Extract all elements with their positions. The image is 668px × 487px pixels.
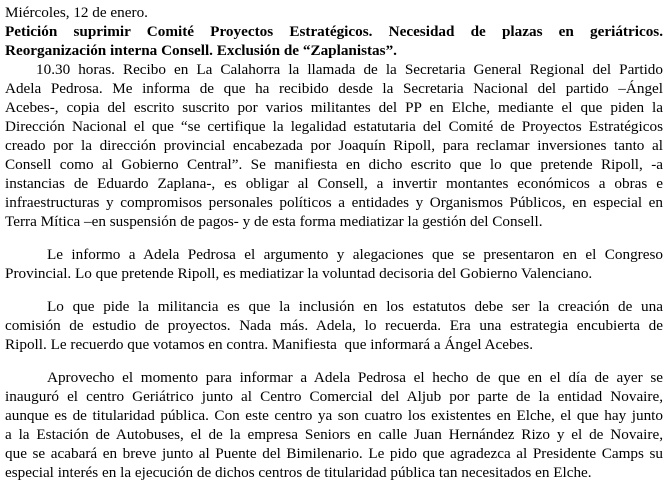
paragraph-1-line: Acebes-, copia del escrito suscrito por varios militantes del PP en Elche, mediante el que piden la [5,99,663,116]
paragraph-4-line: que se acabará en breve junto al Puente del Bimilenario. Le pido que agradezca al Presidente Camps su [5,445,663,462]
entry-date: Miércoles, 12 de enero. [5,4,148,21]
paragraph-1-line: Terra Mítica –en suspensión de pagos- y de esta forma mediatizar la gestión del Consell. [5,213,543,230]
paragraph-2-line: Le informo a Adela Pedrosa el argumento y alegaciones que se presentaron en el Congreso [47,246,663,263]
paragraph-1-line: instancias de Eduardo Zaplana-, es obligar al Consell, a invertir montantes económicos a obras e [5,175,663,192]
paragraph-1-line: 10.30 horas. Recibo en La Calahorra la llamada de la Secretaria General Regional del Partido [36,61,663,78]
paragraph-2-line: Provincial. Lo que pretende Ripoll, es mediatizar la voluntad decisoria del Gobierno Valenciano. [5,265,593,282]
paragraph-4-line: a la Estación de Autobuses, el de la empresa Seniors en calle Juan Hernández Rizo y el de Novaire, [5,426,663,443]
paragraph-1-line: Consell como al Gobierno Central”. Se manifiesta en dicho escrito que lo que pretende Ripoll, -a [5,156,663,173]
paragraph-1-line: creado por la dirección provincial encabezada por Joaquín Ripoll, para reclamar inversiones tanto al [5,137,663,154]
paragraph-4-line: especial interés en la ejecución de dichos centros de titularidad pública tan necesitados en Elche. [5,464,592,481]
paragraph-3-line: Lo que pide la militancia es que la inclusión en los estatutos debe ser la creación de una [47,298,663,315]
paragraph-1-line: Dirección Nacional el que “se certifique la legalidad estatutaria del Comité de Proyectos Estratégicos [5,118,663,135]
paragraph-4-line: inauguró el centro Geriátrico junto al Centro Comercial del Aljub por parte de la entidad Novaire, [5,388,663,405]
paragraph-3-line: Ripoll. Le recuerdo que votamos en contra. Manifiesta que informará a Ángel Acebes. [5,336,534,353]
paragraph-1-line: Adela Pedrosa. Me informa de que ha recibido desde la Secretaria Nacional del partido –Ángel [5,80,663,97]
paragraph-4-line: aunque es de titularidad pública. Con este centro ya son cuatro los existentes en Elche, el que hay junto [5,407,663,424]
heading-line: Reorganización interna Consell. Exclusión de “Zaplanistas”. [5,42,397,59]
paragraph-4-line: Aprovecho el momento para informar a Adela Pedrosa el hecho de que en el día de ayer se [47,369,663,386]
paragraph-3-line: comisión de estudio de proyectos. Nada más. Adela, lo recuerda. Era una estrategia encubierta de [5,317,663,334]
heading-line: Petición suprimir Comité Proyectos Estratégicos. Necesidad de plazas en geriátricos. [5,23,663,40]
paragraph-1-line: infraestructuras y compromisos personales políticos a entidades y Organismos Públicos, en especial en [5,194,663,211]
